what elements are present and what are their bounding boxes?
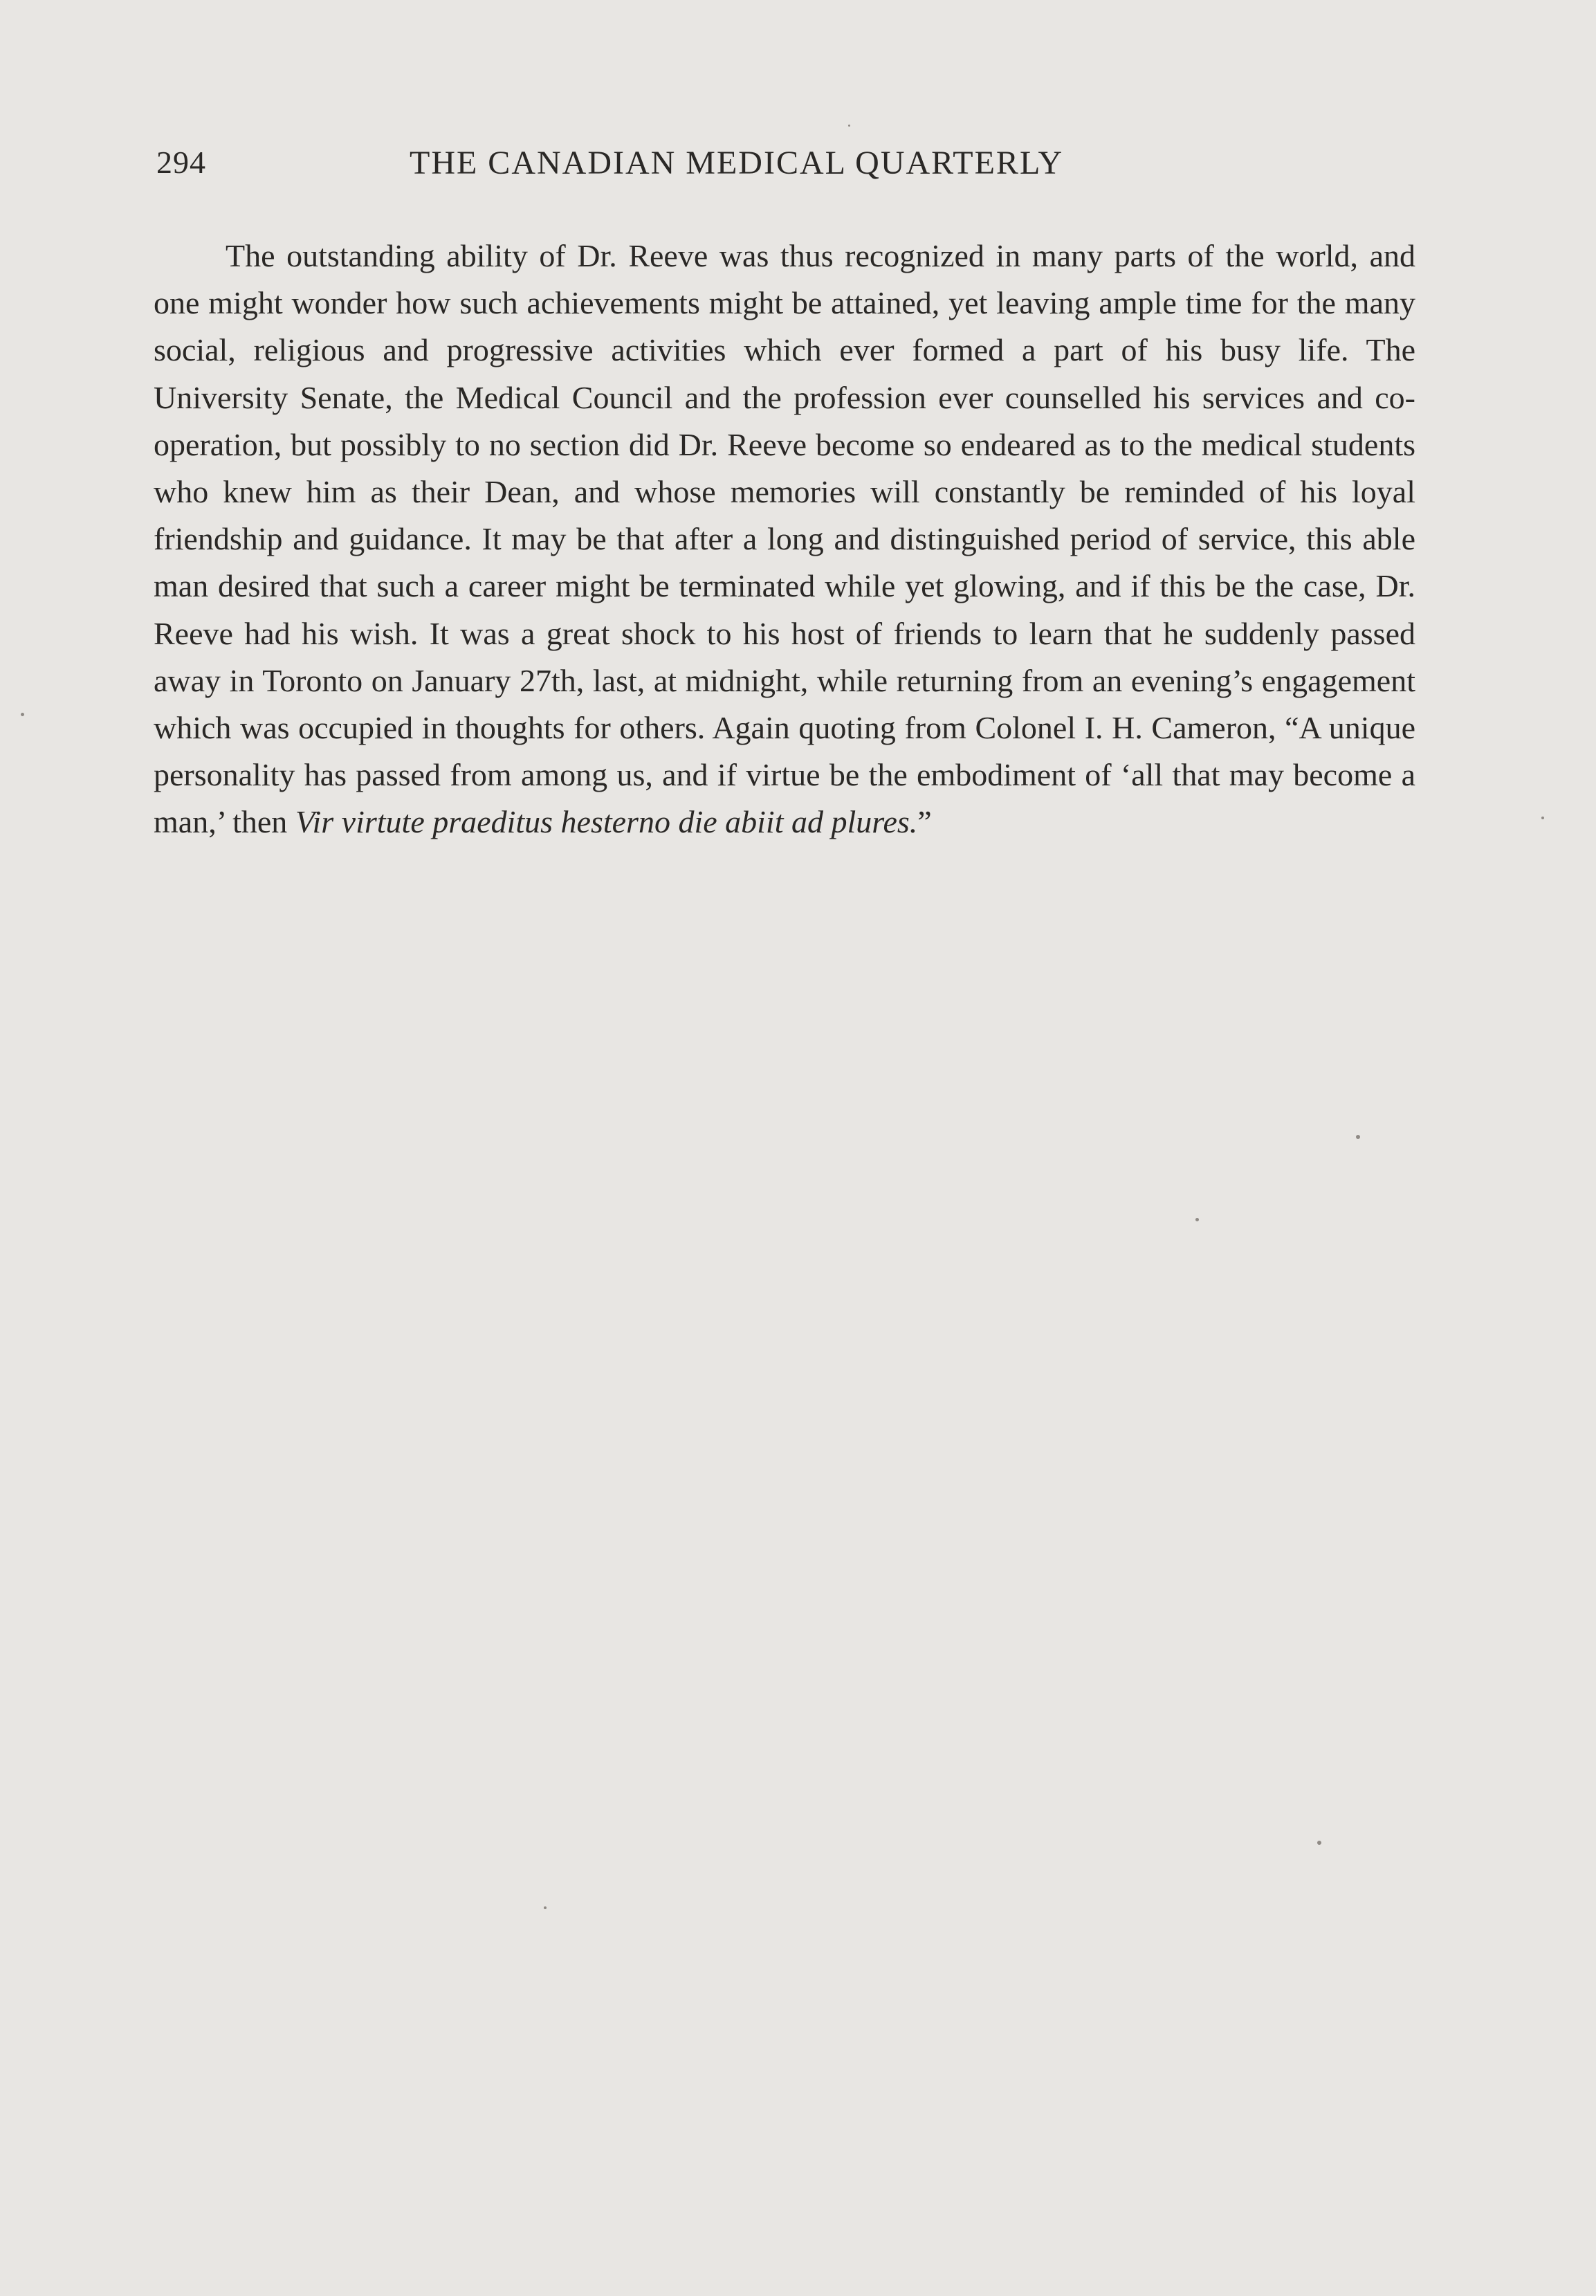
paragraph-text: The outstanding ability of Dr. Reeve was thus recognized in many parts of the world, and one might wonder how such achievements might be attained, yet leaving ample time for the many social, religious and progressive activities which ever formed a part of his busy life. The University Senate, the Medical Council and the profession ever counselled his services and co-operation, but possibly to no section did Dr. Reeve become so endeared as to the medical students who knew him as their Dean, and whose memories will constantly be reminded of his loyal friendship and guidance. It may be that after a long and distinguished period of service, this able man desired that such a career might be terminated while yet glowing, and if this be the case, Dr. Reeve had his wish. It was a great shock to his host of friends to learn that he suddenly passed away in Toronto on January 27th, last, at midnight, while returning from an evening’s engagement which was occupied in thoughts for others. Again quoting from Colonel I. H. Cameron, “A unique personality has passed from among us, and if virtue be the embodiment of ‘all that may become a man,’ then	[154, 238, 1415, 840]
closing-quote-mark: ”	[917, 804, 932, 840]
body-paragraph	[154, 233, 1415, 846]
latin-quote: Vir virtute praeditus hesterno die abiit ad plures.	[295, 804, 918, 840]
paper-speck	[1195, 1218, 1199, 1221]
paper-speck	[1356, 1135, 1360, 1139]
paper-speck	[848, 125, 850, 127]
running-head-title: THE CANADIAN MEDICAL QUARTERLY	[410, 145, 1064, 181]
paper-speck	[1317, 1841, 1321, 1845]
paper-speck	[544, 1906, 547, 1909]
paper-speck	[1541, 817, 1544, 819]
paper-speck	[21, 713, 24, 716]
page-number: 294	[156, 145, 206, 180]
